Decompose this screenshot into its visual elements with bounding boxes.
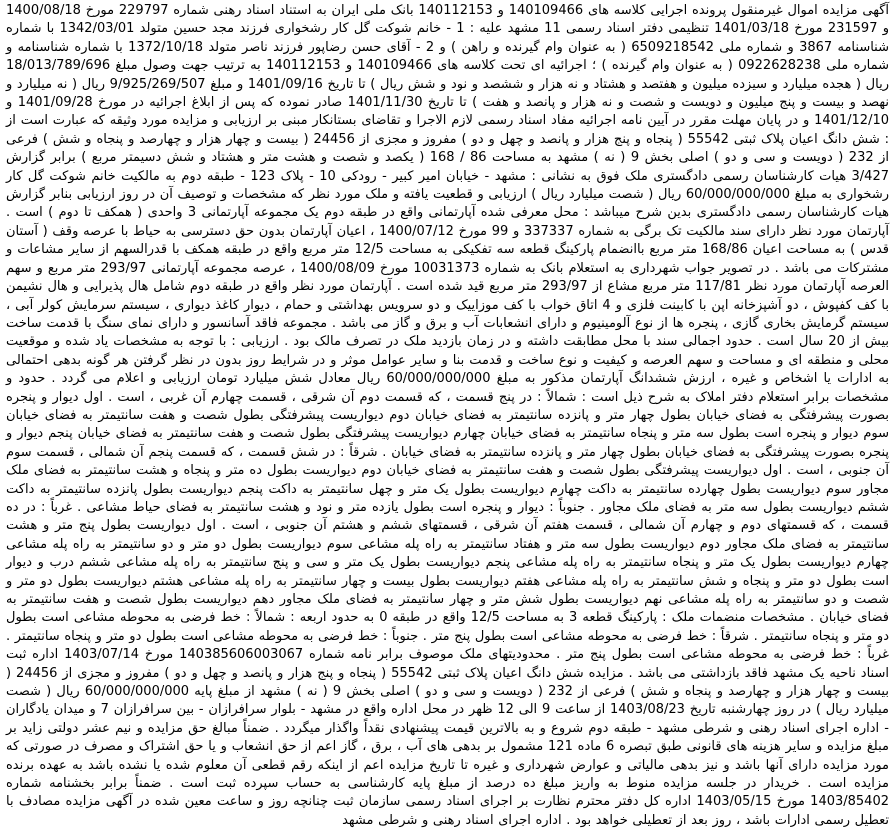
notice-body-text: آگهی مزایده اموال غیرمنقول پرونده اجرایی کلاسه های 140109466 و 140112153 بانک ملی ایران به استناد اسناد رهنی شماره 229797 مورخ 1400/08/18 و 231597 مورخ 1401/03/18 تنظیمی دفتر اسناد رسمی 11 مشهد علیه : 1 - خانم شوکت گل کار رشخواری فرزند مجد حسین متولد 1342/03/01 با شماره شناسنامه 3867 و شماره ملی 6509218542 ( به عنوان وام گیرنده و راهن ) و 2 - آقای حسن رضاپور فرزند ناصر متولد 1372/10/18 با شماره شناسنامه و شماره ملی 0922628238 ( به عنوان وام گیرنده ) ؛ اجرائیه ای تحت کلاسه های 140109466 و 140112153 به ترتیب جهت وصول مبلغ 18/013/789/696 ریال ( هجده میلیارد و سیزده میلیون و هفتصد و هشتاد و نه هزار و ششصد و نود و شش ریال ) تا تاریخ 1401/09/16 و مبلغ 9/925/269/507 ریال ( نه میلیارد و نهصد و بیست و پنج میلیون و دویست و شصت و نه هزار و پانصد و هفت ) تا تاریخ 1401/11/30 صادر نموده که پس از ابلاغ اجرائیه در مورخ 1401/09/28 و 1401/12/10 و در پایان مهلت مقرر در آیین نامه اجرائیه مفاد اسناد رسمی لازم الاجرا و تقاضای بستانکار مبنی بر ارزیابی و مزایده مورد وثیقه که عبارت است از : شش دانگ اعیان پلاک ثبتی 55542 ( پنجاه و پنج هزار و پانصد و چهل و دو ) مفروز و مجزی از 24456 ( بیست و چهار هزار و چهارصد و پنجاه و شش ) فرعی از 232 ( دویست و سی و دو ) اصلی بخش 9 ( نه ) مشهد به مساحت 86 / 168 ( یکصد و شصت و هشت متر و هشتاد و شش دسیمتر مربع ) برابر گزارش 3/427 هیات کارشناسان رسمی دادگستری ملک فوق به نشانی : مشهد - خیابان امیر کبیر - رودکی 10 - پلاک 123 - طبقه دوم به مالکیت خانم شوکت گل کار رشخواری به مبلغ 60/000/000/000 ریال ( شصت میلیارد ریال ) ارزیابی و قطعیت یافته و ملک مورد نظر که مشخصات و توصیف آن در روز ارزیابی بنابر گزارش هیات کارشناسان رسمی دادگستری بدین شرح میباشد : محل معرفی شده آپارتمانی واقع در طبقه دوم یک مجموعه آپارتمانی 3 واحدی ( همکف تا دوم ) است . آپارتمان مورد نظر دارای سند مالکیت تک برگی به شماره 337337 و 99 مورخ 1400/07/12 ، اعیان آپارتمان بدون حق دسترسی به حیاط با عرصه وقف ( آستان قدس ) به مساحت اعیان 168/86 متر مربع باانضمام پارکینگ قطعه سه تفکیکی به مساحت 12/5 متر مربع واقع در طبقه همکف با قدرالسهم از سایر مشاعات و مشترکات می باشد . در تصویر جواب شهرداری به استعلام بانک به شماره 10031373 مورخ 1400/08/09 ، عرصه مجموعه آپارتمانی 293/97 متر مربع و سهم العرصه آپارتمان مورد نظر 117/81 متر مربع مشاع از 293/97 متر مربع قید شده است . آپارتمان مورد نظر واقع در طبقه دوم شامل هال پذیرایی و هال نشیمن با کف کفپوش ، دو آشپزخانه اپن با کابینت فلزی و 4 اتاق خواب با کف موزاییک و دو سرویس بهداشتی و حمام ، دیوار کاغذ دیواری ، سیستم سرمایش کولر آبی ، سیستم گرمایش بخاری گازی ، پنجره ها از نوع آلومینیوم و دارای انشعابات آب و برق و گاز می باشد . مجموعه فاقد آسانسور و دارای نمای سنگ با قدمت ساخت بیش از 20 سال است . حدود اجمالی سند با محل مطابقت داشته و در زمان بازدید ملک در تصرف مالک بود . ارزیابی : با توجه به مشخصات یاد شده و موقعیت محلی و منطقه ای و مساحت و سهم العرصه و کیفیت و نوع ساخت و قدمت بنا و سایر عوامل موثر و در شرایط روز بدون در نظر گرفتن هر گونه بدهی احتمالی به ادارات یا اشخاص و غیره ، ارزش ششدانگ آپارتمان مذکور به مبلغ 60/000/000/000 ریال معادل شش میلیارد تومان ارزیابی و اعلام می گردد . حدود و مشخصات برابر استعلام دفتر املاک به شرح ذیل است : شمالاً : در پنج قسمت ، که قسمت دوم آن شرقی ، قسمت چهارم آن غربی ، است . اول دیوار و پنجره بصورت پیشرفتگی به فضای خیابان بطول چهار متر و پانزده سانتیمتر به فضای خیابان دوم دیواریست پیشرفتگی بطول شصت و هفت سانتیمتر به فضای خیابان سوم دیوار و پنجره است بطول سه متر و پنجاه سانتیمتر به فضای خیابان چهارم دیواریست پیشرفتگی بطول شصت و هفت سانتیمتر به فضای خیابان پنجم دیوار و پنجره بصورت پیشرفتگی به فضای خیابان بطول چهار متر و پانزده سانتیمتر به فضای خیابان . شرقاً : در شش قسمت ، که قسمت پنجم آن شمالی ، قسمت سوم آن جنوبی ، است . اول دیواریست پیشرفتگی بطول شصت و هفت سانتیمتر به فضای خیابان دوم دیواریست بطول ده متر و پنجاه و هشت سانتیمتر به فضای ملک مجاور سوم دیواریست بطول چهارده سانتیمتر به داکت چهارم دیواریست بطول یک متر و چهل سانتیمتر به داکت پنجم دیواریست بطول پانزده سانتیمتر به داکت ششم دیواریست بطول سه متر به فضای ملک مجاور . جنوباً : دیوار و پنجره است بطول یازده متر و نود و هشت سانتیمتر به فضای حیاط مشاعی . غرباً : در ده قسمت ، که قسمتهای دوم و چهارم آن شمالی ، قسمت هفتم آن شرقی ، قسمتهای ششم و هشتم آن جنوبی ، است . اول دیواریست بطول پنج متر و هشت سانتیمتر به فضای ملک مجاور دوم دیواریست بطول سه متر و هفتاد سانتیمتر به راه پله مشاعی سوم دیواریست بطول دو متر و دو سانتیمتر به راه پله مشاعی چهارم دیواریست بطول یک متر و پنجاه سانتیمتر به راه پله مشاعی پنجم دیواریست بطول یک متر و سی و پنج سانتیمتر به راه پله مشاعی ششم درب و دیوار است بطول دو متر و پنجاه و شش سانتیمتر به راه پله مشاعی هفتم دیواریست بطول بیست و چهار سانتیمتر به راه پله مشاعی هشتم دیواریست بطول دو متر و شصت و دو سانتیمتر به راه پله مشاعی نهم دیواریست بطول شش متر و چهار سانتیمتر به فضای ملک مجاور دهم دیواریست بطول شصت و هفت سانتیمتر به فضای خیابان . مشخصات منضمات ملک : پارکینگ قطعه 3 به مساحت 12/5 واقع در طبقه 0 به حدود اربعه : شمالاً : خط فرضی به محوطه مشاعی است بطول دو متر و پنجاه سانتیمتر . شرقاً : خط فرضی به محوطه مشاعی است بطول پنج متر . جنوباً : خط فرضی به محوطه مشاعی است بطول دو متر و پنجاه سانتیمتر . غرباً : خط فرضی به محوطه مشاعی است بطول پنج متر . محدودیتهای ملک موصوف برابر نامه شماره 140385606003067 مورخ 1403/07/14 اداره ثبت اسناد ناحیه یک مشهد فاقد بازداشتی می باشد . مزایده شش دانگ اعیان پلاک ثبتی 55542 ( پنجاه و پنج هزار و پانصد و چهل و دو ) مفروز و مجزی از 24456 ( بیست و چهار هزار و چهارصد و پنجاه و شش ) فرعی از 232 ( دویست و سی و دو ) اصلی بخش 9 ( نه ) مشهد از مبلغ پایه 60/000/000/000 ریال ( شصت میلیارد ریال ) در روز چهارشنبه تاریخ 1403/08/23 از ساعت 9 الی 12 ظهر در محل اداره واقع در مشهد - بلوار سرافرازان - بین سرافرازان 7 و میدان یادگاران - اداره اجرای اسناد رهنی و شرطی مشهد - طبقه دوم شروع و به بالاترین قیمت پیشنهادی نقداً واگذار میگردد . ضمناً مبالغ حق مزایده و نیم عشر دولتی زاید بر مبلغ مزایده و سایر هزینه های قانونی طبق تبصره 6 ماده 121 مشمول بر بدهی های آب ، برق ، گاز اعم از حق انشعاب و یا حق اشتراک و مصرف در صورتی که مورد مزایده دارای آنها باشد و نیز بدهی مالیاتی و عوارض شهرداری و غیره تا تاریخ مزایده اعم از اینکه رقم قطعی آن معلوم شده یا نشده باشد به عهده برنده مزایده است . خریدار در جلسه مزایده منوط به واریز مبلغ ده درصد از مبلغ پایه کارشناسی به حساب سپرده ثبت است . ضمناً برابر بخشنامه شماره 1403/85402 مورخ 1403/05/15 اداره کل دفتر محترم نظارت بر اجرای اسناد رسمی سازمان ثبت چنانچه روز و ساعت معین شده در آگهی مزایده مصادف با تعطیل رسمی ادارات باشد ، روز بعد از تعطیلی خواهد بود . اداره اجرای اسناد رهنی و شرطی مشهد — [6, 3, 890, 828]
